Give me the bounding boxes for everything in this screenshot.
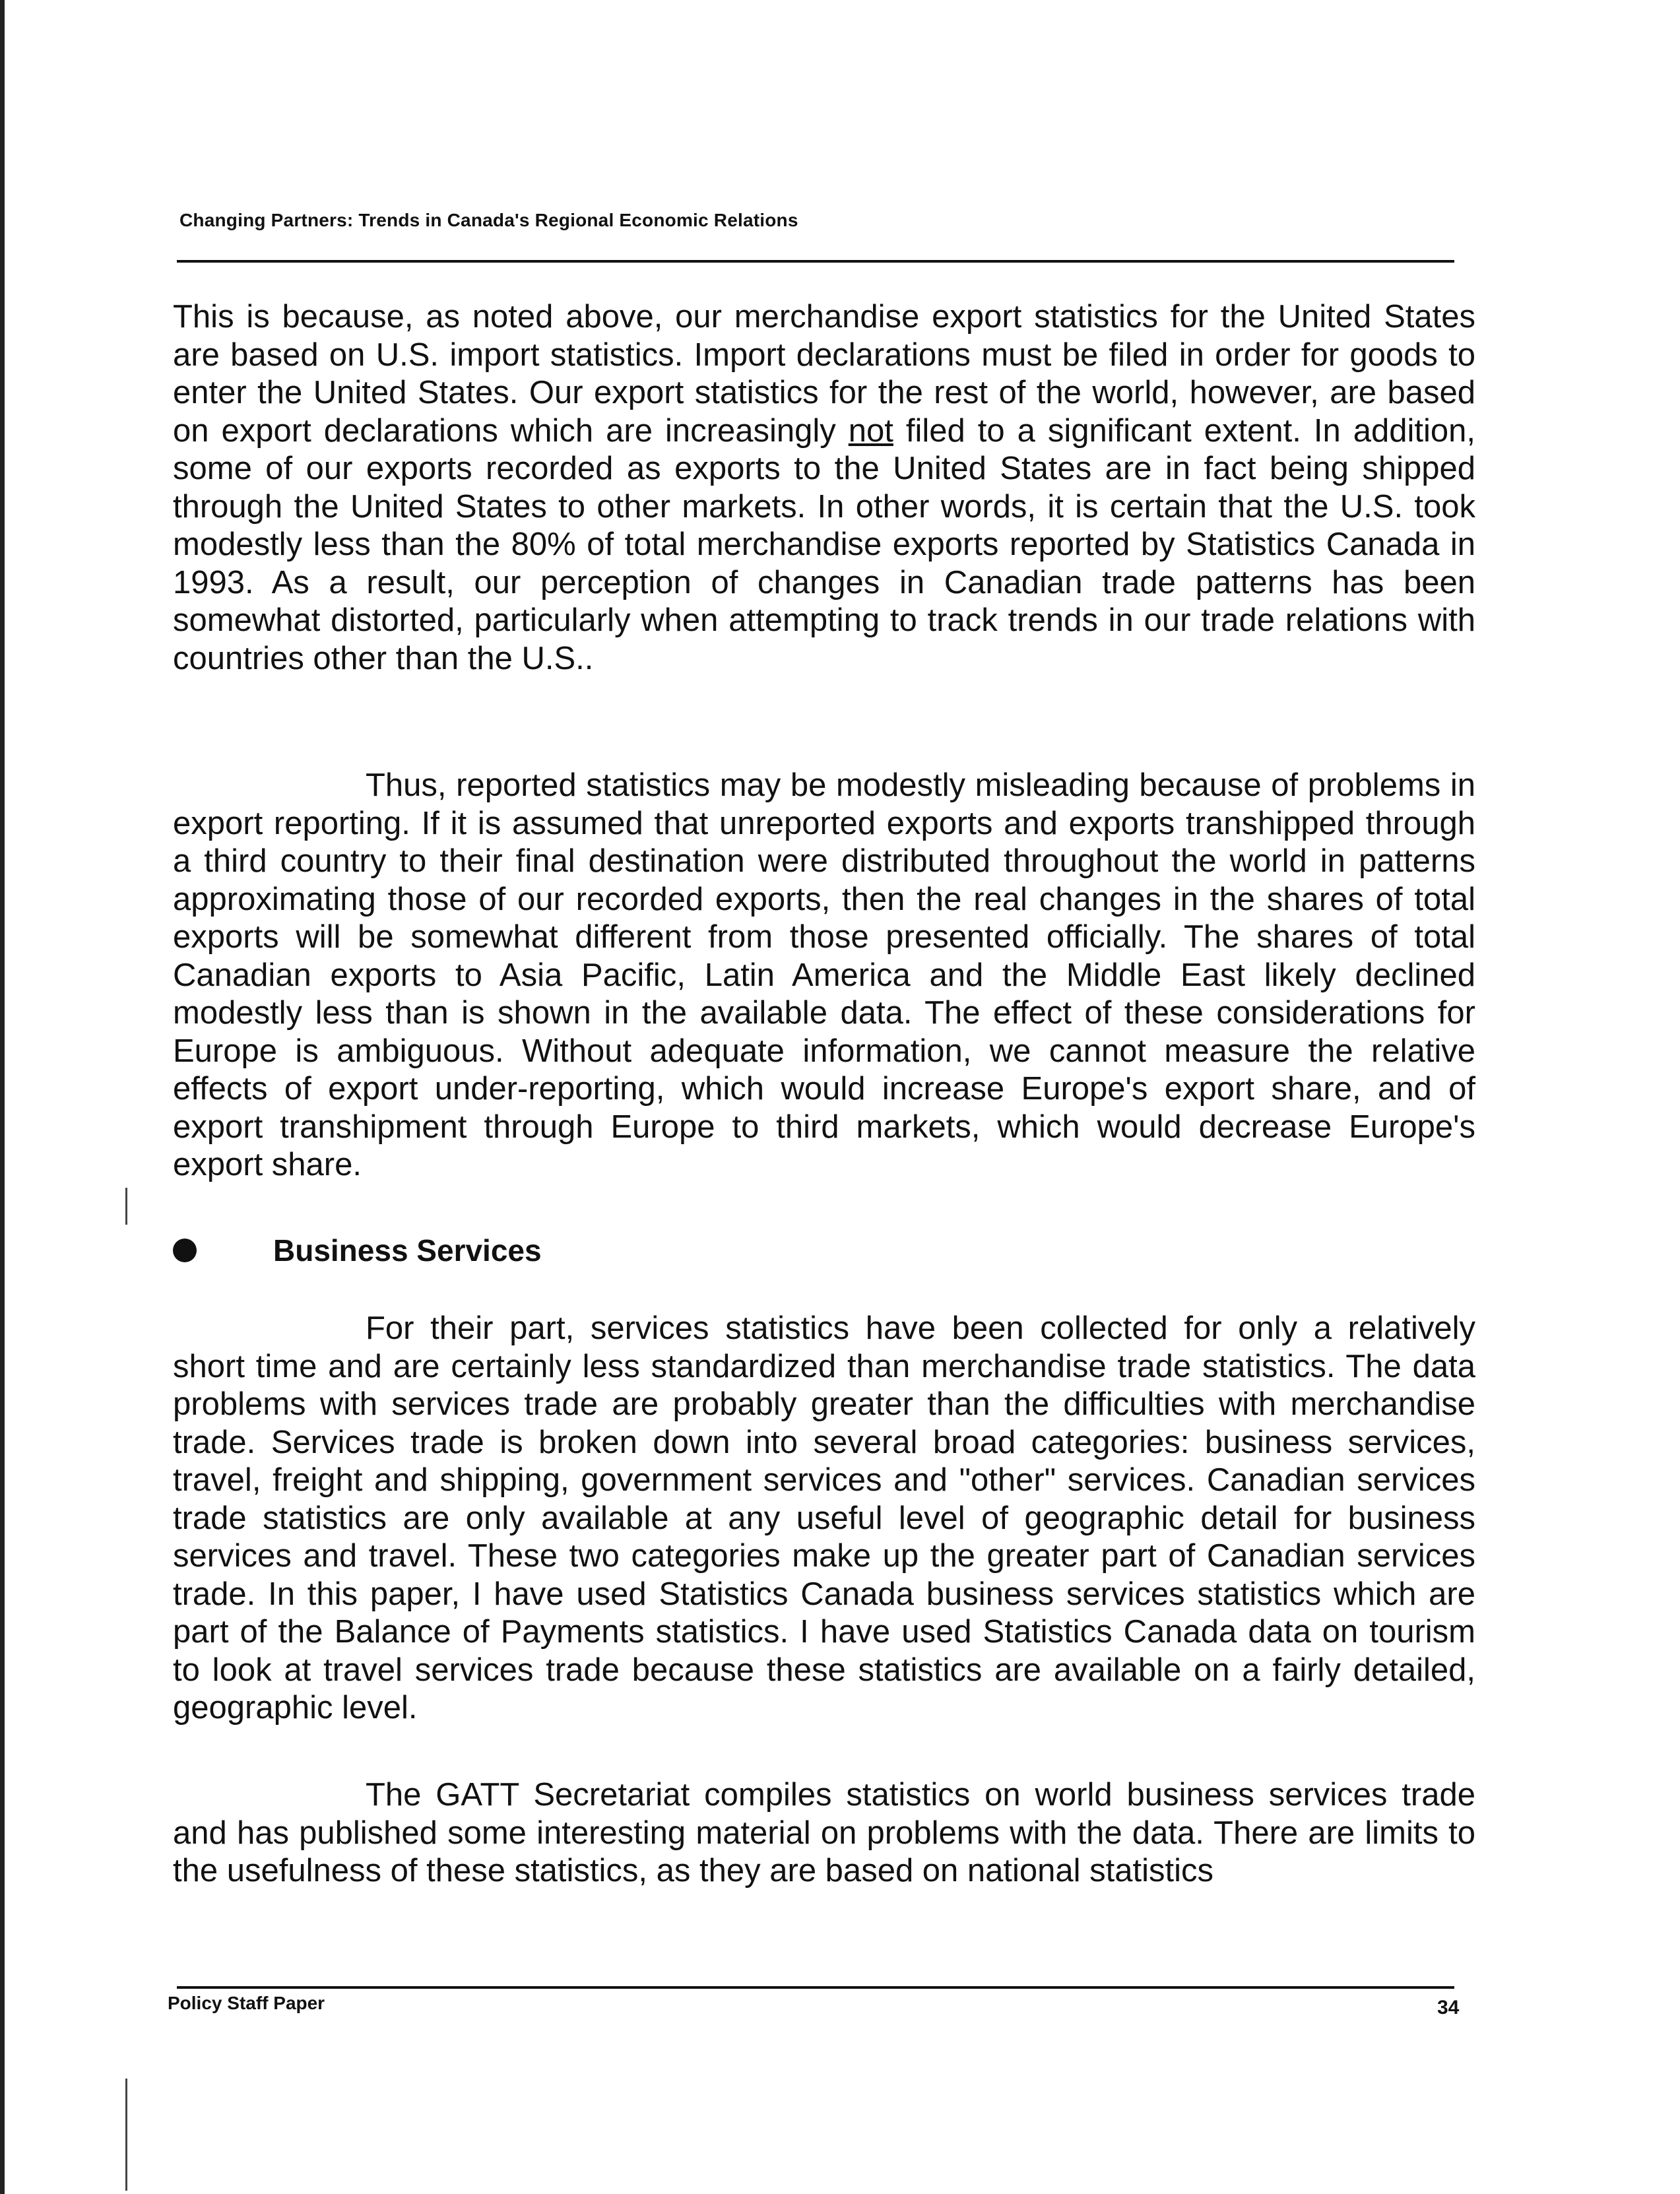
footer-publication: Policy Staff Paper (168, 1993, 325, 2013)
underlined-word: not (848, 412, 893, 449)
running-header-title: Changing Partners: Trends in Canada's Regional Economic Relations (179, 210, 798, 230)
scan-artifact-mark (125, 2079, 127, 2191)
paragraph-text: This is because, as noted above, our merchandise export statistics for the United States are based on U.S. import statistics. Import declarations must be filed in order for goods to enter the United States. Our export statistics for the rest of the world, however, are based on export declarations which are increasingly (173, 299, 1475, 449)
page-number: 34 (1437, 1997, 1460, 2018)
bullet-icon (173, 1239, 197, 1262)
scan-artifact-mark (125, 1188, 127, 1225)
section-heading: Business Services (273, 1233, 542, 1268)
scanned-page-edge (0, 0, 5, 2194)
section-heading-row (173, 1229, 542, 1272)
footer-rule (177, 1986, 1454, 1989)
body-paragraph: For their part, services statistics have been collected for only a relatively short time and are certainly less standardized than merchandise trade statistics. The data problems with services trade are probably greater than the difficulties with merchandise trade. Services trade is broken down into several broad categories: business services, travel, freight and shipping, government services and "other" services. Canadian services trade statistics are only available at any useful level of geographic detail for business services and travel. These two categories make up the greater part of Canadian services trade. In this paper, I have used Statistics Canada business services statistics which are part of the Balance of Payments statistics. I have used Statistics Canada data on tourism to look at travel services trade because these statistics are available on a fairly detailed, geographic level. (173, 1310, 1475, 1726)
body-paragraph: The GATT Secretariat compiles statistics on world business services trade and has published some interesting material on problems with the data. There are limits to the usefulness of these statistics, as they are based on national statistics (173, 1777, 1475, 1888)
body-paragraph (173, 298, 1475, 678)
paragraph-text: filed to a significant extent. In addition, some of our exports recorded as exports to the United States are in fact being shipped through the United States to other markets. In other words, it is certain that the U.S. took modestly less than the 80% of total merchandise exports reported by Statistics Canada in 1993. As a result, our perception of changes in Canadian trade patterns has been somewhat distorted, particularly when attempting to track trends in our trade relations with countries other than the U.S.. (173, 412, 1475, 676)
header-rule (177, 260, 1454, 263)
body-paragraph: Thus, reported statistics may be modestly misleading because of problems in export reporting. If it is assumed that unreported exports and exports transhipped through a third country to their final destination were distributed throughout the world in patterns approximating those of our recorded exports, then the real changes in the shares of total exports will be somewhat different from those presented officially. The shares of total Canadian exports to Asia Pacific, Latin America and the Middle East likely declined modestly less than is shown in the available data. The effect of these considerations for Europe is ambiguous. Without adequate information, we cannot measure the relative effects of export under-reporting, which would increase Europe's export share, and of export transhipment through Europe to third markets, which would decrease Europe's export share. (173, 767, 1475, 1182)
